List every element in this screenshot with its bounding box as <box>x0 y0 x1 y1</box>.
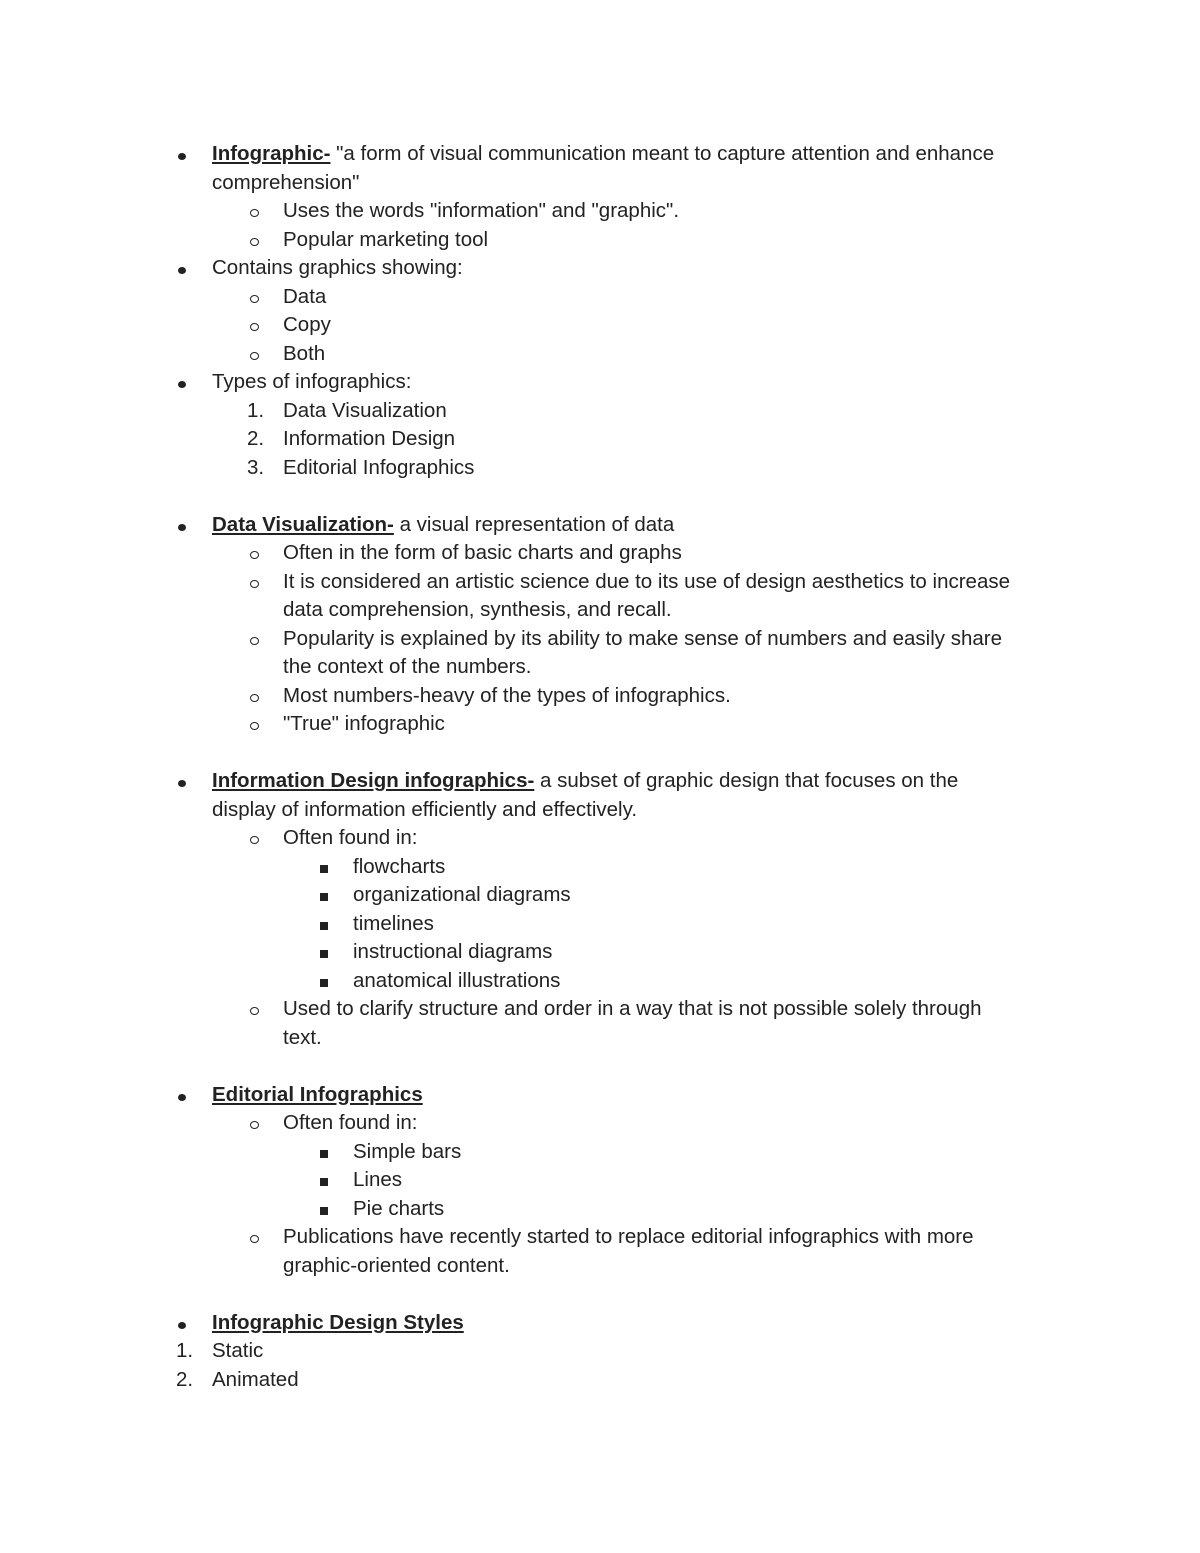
list-item-text: timelines <box>353 911 434 935</box>
list-item <box>0 368 1200 397</box>
list-item-text: Data <box>283 284 327 308</box>
circle-bullet-icon <box>247 539 259 568</box>
circle-bullet-icon <box>247 682 259 711</box>
list-item <box>0 511 1200 540</box>
circle-bullet-icon <box>247 1223 259 1252</box>
circle-bullet-icon <box>247 340 259 369</box>
square-bullet-icon <box>317 1195 328 1224</box>
list-item-continuation <box>0 596 1200 625</box>
list-item-continuation <box>0 169 1200 198</box>
list-item <box>0 1109 1200 1138</box>
list-number: 1. <box>247 398 265 422</box>
list-item-text: Data Visualization <box>283 398 447 422</box>
list-item-text: Copy <box>283 313 331 336</box>
square-bullet-icon <box>317 881 328 910</box>
list-item-continuation <box>0 796 1200 825</box>
square-bullet-icon <box>317 853 328 882</box>
list-item <box>0 254 1200 283</box>
list-item-text: data comprehension, synthesis, and recall. <box>283 598 672 621</box>
term-heading: Information Design infographics- <box>212 769 535 792</box>
bullet-icon <box>176 368 186 397</box>
list-item-text: the context of the numbers. <box>283 655 532 678</box>
definition-text: a subset of graphic design that focuses on the <box>534 769 959 792</box>
list-item-text: Static <box>212 1339 264 1362</box>
list-number: 2. <box>247 427 265 450</box>
document-page <box>0 140 1200 1394</box>
list-number: 3. <box>247 455 265 479</box>
square-bullet-icon <box>317 967 328 996</box>
list-item <box>0 283 1200 312</box>
circle-bullet-icon <box>247 226 259 255</box>
list-item <box>0 140 1200 169</box>
definition-text: "a form of visual communication meant to capture attention and enhance <box>330 142 995 165</box>
list-item-text: graphic-oriented content. <box>283 1253 510 1277</box>
list-item <box>0 1223 1200 1252</box>
list-item <box>0 938 1200 967</box>
bullet-icon <box>176 511 186 540</box>
term-heading: Editorial Infographics <box>212 1082 423 1106</box>
list-item <box>0 767 1200 796</box>
list-item <box>0 197 1200 226</box>
list-item-text: anatomical illustrations <box>353 968 561 992</box>
numbered-item <box>0 1366 1200 1395</box>
list-item-text: Types of infographics: <box>212 370 412 393</box>
list-item <box>0 1195 1200 1224</box>
circle-bullet-icon <box>247 197 259 226</box>
list-item-text: Used to clarify structure and order in a way that is not possible solely through <box>283 997 982 1020</box>
circle-bullet-icon <box>247 1109 259 1138</box>
list-item-text: Popular marketing tool <box>283 227 489 251</box>
list-item <box>0 1309 1200 1338</box>
circle-bullet-icon <box>247 995 259 1024</box>
list-item-text: flowcharts <box>353 854 446 878</box>
numbered-item <box>0 1337 1200 1366</box>
list-item-text: Simple bars <box>353 1139 462 1163</box>
list-item-text: organizational diagrams <box>353 883 571 906</box>
list-item-continuation <box>0 653 1200 682</box>
list-item-text: instructional diagrams <box>353 940 553 963</box>
square-bullet-icon <box>317 1138 328 1167</box>
list-item <box>0 853 1200 882</box>
bullet-icon <box>176 767 186 796</box>
term-heading: Data Visualization- <box>212 512 394 536</box>
list-item-text: Often found in: <box>283 1111 418 1134</box>
definition-text: a visual representation of data <box>393 512 675 536</box>
list-item-text: It is considered an artistic science due to its use of design aesthetics to increase <box>283 569 1010 593</box>
list-item-text: Often in the form of basic charts and graphs <box>283 541 682 564</box>
list-item-text: "True" infographic <box>283 712 445 735</box>
list-item <box>0 226 1200 255</box>
list-number: 1. <box>176 1339 194 1362</box>
list-item-text: Uses the words "information" and "graphic". <box>283 199 680 222</box>
list-item <box>0 539 1200 568</box>
list-item-text: Contains graphics showing: <box>212 256 463 279</box>
list-item <box>0 1138 1200 1167</box>
term-heading: Infographic- <box>212 142 331 165</box>
numbered-item <box>0 425 1200 454</box>
bullet-icon <box>176 140 186 169</box>
term-heading: Infographic Design Styles <box>212 1310 464 1334</box>
list-item-text: Popularity is explained by its ability to make sense of numbers and easily share <box>283 626 1003 650</box>
square-bullet-icon <box>317 910 328 939</box>
definition-text: display of information efficiently and effectively. <box>212 797 638 821</box>
list-item <box>0 1081 1200 1110</box>
list-number: 2. <box>176 1367 194 1391</box>
square-bullet-icon <box>317 938 328 967</box>
list-item <box>0 710 1200 739</box>
list-item-text: Animated <box>212 1367 299 1391</box>
list-item-text: Most numbers-heavy of the types of infographics. <box>283 683 731 707</box>
circle-bullet-icon <box>247 710 259 739</box>
list-item-text: Information Design <box>283 427 456 450</box>
circle-bullet-icon <box>247 568 259 597</box>
list-item-text: Publications have recently started to replace editorial infographics with more <box>283 1225 974 1248</box>
list-item <box>0 910 1200 939</box>
list-item <box>0 625 1200 654</box>
circle-bullet-icon <box>247 824 259 853</box>
list-item-continuation <box>0 1252 1200 1281</box>
list-item <box>0 967 1200 996</box>
list-item-text: Often found in: <box>283 826 418 849</box>
list-item-text: Pie charts <box>353 1196 445 1220</box>
circle-bullet-icon <box>247 625 259 654</box>
bullet-icon <box>176 254 186 283</box>
list-item <box>0 1166 1200 1195</box>
list-item-text: text. <box>283 1025 322 1049</box>
numbered-item <box>0 397 1200 426</box>
list-item <box>0 340 1200 369</box>
bullet-icon <box>176 1309 186 1338</box>
bullet-icon <box>176 1081 186 1110</box>
list-item <box>0 568 1200 597</box>
list-item <box>0 682 1200 711</box>
definition-text: comprehension" <box>212 170 360 194</box>
circle-bullet-icon <box>247 311 259 340</box>
list-item <box>0 824 1200 853</box>
numbered-item <box>0 454 1200 483</box>
square-bullet-icon <box>317 1166 328 1195</box>
list-item <box>0 881 1200 910</box>
list-item-text: Both <box>283 341 326 365</box>
list-item <box>0 995 1200 1024</box>
circle-bullet-icon <box>247 283 259 312</box>
list-item-text: Lines <box>353 1168 403 1191</box>
list-item <box>0 311 1200 340</box>
list-item-text: Editorial Infographics <box>283 455 475 479</box>
list-item-continuation <box>0 1024 1200 1053</box>
